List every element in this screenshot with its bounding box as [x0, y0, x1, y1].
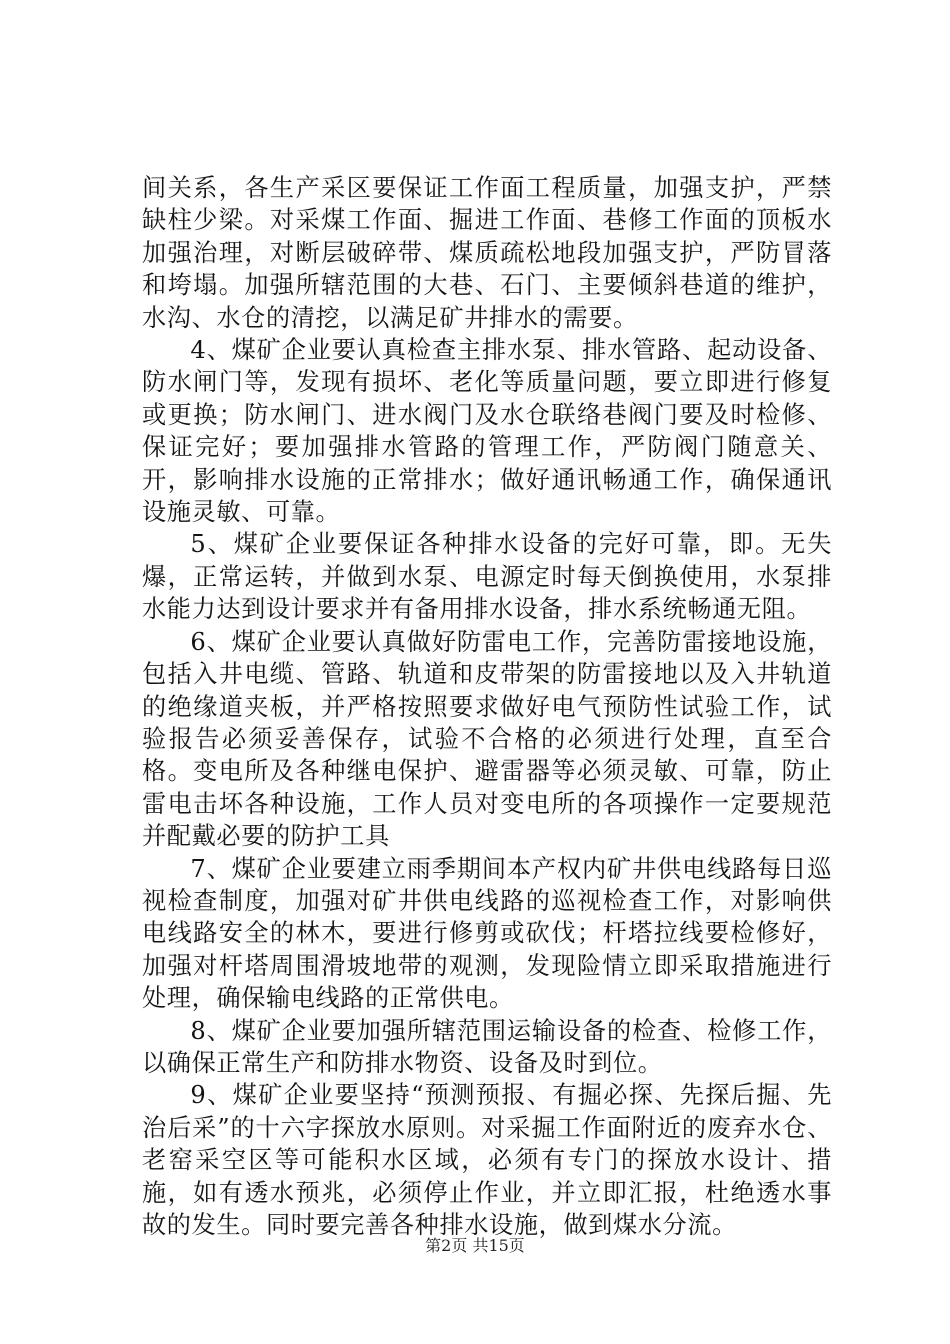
paragraph-item-9: 9、煤矿企业要坚持“预测预报、有掘必探、先探后掘、先治后采”的十六字探放水原则。对采掘工作面附近的废弃水仓、老窑采空区等可能积水区域，必须有专门的探放水设计、措施，如有透水预兆，必须停止作业，并立即汇报，杜绝透水事故的发生。同时要完善各种排水设施，做到煤水分流。	[142, 1081, 832, 1239]
paragraph-item-5: 5、煤矿企业要保证各种排水设备的完好可靠，即。无失爆，正常运转，并做到水泵、电源定时每天倒换使用，水泵排水能力达到设计要求并有备用排水设备，排水系统畅通无阻。	[142, 530, 832, 624]
paragraph-item-7: 7、煤矿企业要建立雨季期间本产权内矿井供电线路每日巡视检查制度，加强对矿井供电线路的巡视检查工作，对影响供电线路安全的林木，要进行修剪或砍伐；杆塔拉线要检修好，加强对杆塔周围滑坡地带的观测，发现险情立即采取措施进行处理，确保输电线路的正常供电。	[142, 854, 832, 1013]
document-body	[142, 172, 832, 1241]
paragraph-item-8: 8、煤矿企业要加强所辖范围运输设备的检查、检修工作，以确保正常生产和防排水物资、设备及时到位。	[142, 1016, 832, 1077]
page-number-footer: 第2页 共15页	[425, 1236, 525, 1255]
paragraph-item-4: 4、煤矿企业要认真检查主排水泵、排水管路、起动设备、防水闸门等，发现有损坏、老化等质量问题，要立即进行修复或更换；防水闸门、进水阀门及水仓联络巷阀门要及时检修、保证完好；要加强排水管路的管理工作，严防阀门随意关、开，影响排水设施的正常排水；做好通讯畅通工作，确保通讯设施灵敏、可靠。	[142, 336, 832, 527]
paragraph-continued: 间关系，各生产采区要保证工作面工程质量，加强支护，严禁缺柱少梁。对采煤工作面、掘进工作面、巷修工作面的顶板水加强治理，对断层破碎带、煤质疏松地段加强支护，严防冒落和垮塌。加强所辖范围的大巷、石门、主要倾斜巷道的维护，水沟、水仓的清挖，以满足矿井排水的需要。	[142, 174, 832, 332]
paragraph-item-6: 6、煤矿企业要认真做好防雷电工作，完善防雷接地设施，包括入井电缆、管路、轨道和皮带架的防雷接地以及入井轨道的绝缘道夹板，并严格按照要求做好电气预防性试验工作，试验报告必须妥善保存，试验不合格的必须进行处理，直至合格。变电所及各种继电保护、避雷器等必须灵敏、可靠，防止雷电击坏各种设施，工作人员对变电所的各项操作一定要规范并配戴必要的防护工具	[142, 627, 832, 851]
